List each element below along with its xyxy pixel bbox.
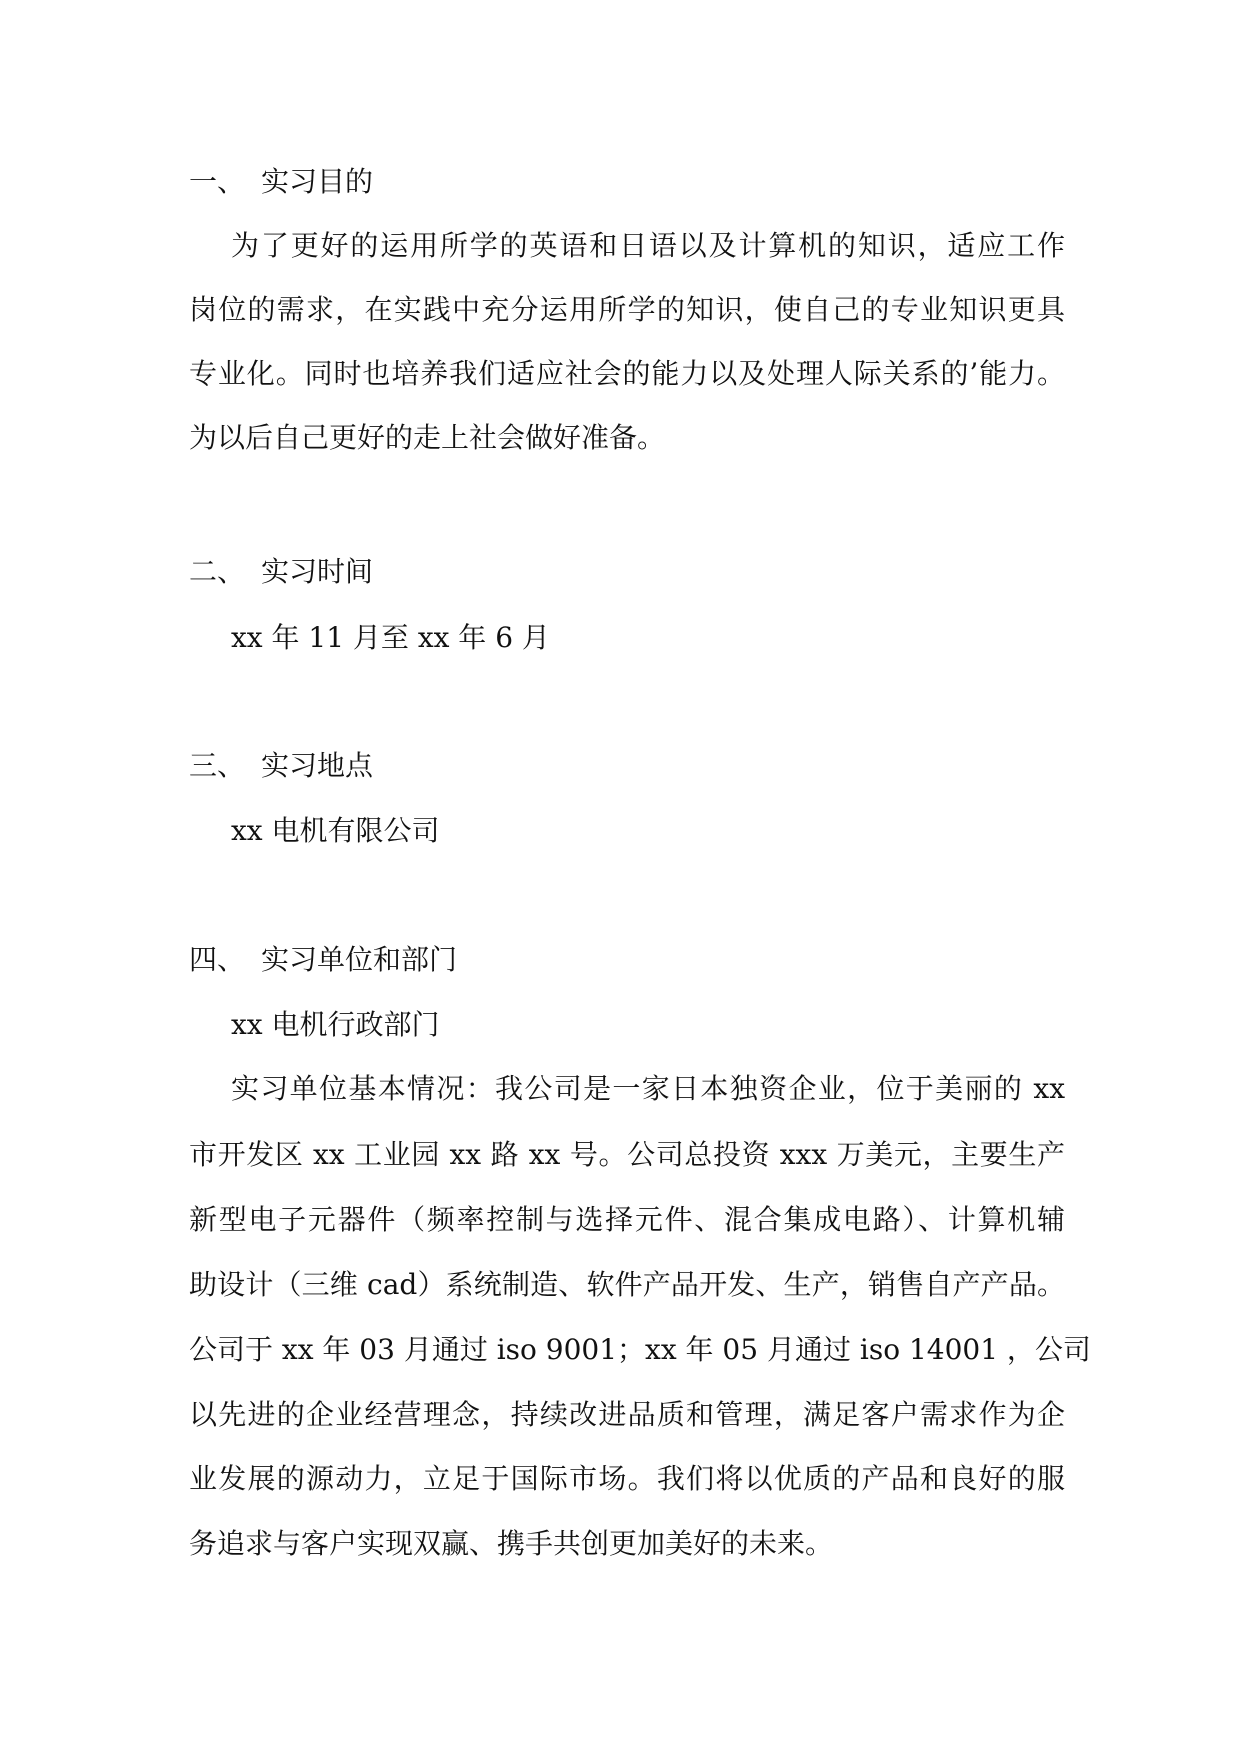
paragraph-line: 岗位的需求，在实践中充分运用所学的知识，使自己的专业知识更具: [189, 293, 1065, 326]
section-content: xx 电机有限公司: [231, 814, 440, 847]
paragraph-line: 为以后自己更好的走上社会做好准备。: [189, 421, 666, 454]
paragraph-line: 实习单位基本情况：我公司是一家日本独资企业，位于美丽的 xx: [231, 1072, 1065, 1105]
paragraph-line: 务追求与客户实现双赢、携手共创更加美好的未来。: [189, 1527, 834, 1560]
paragraph-line: 专业化。同时也培养我们适应社会的能力以及处理人际关系的’能力。: [189, 357, 1065, 390]
section-title: 实习时间: [261, 555, 374, 588]
section-content: xx 电机行政部门: [231, 1008, 440, 1041]
paragraph-line: 业发展的源动力，立足于国际市场。我们将以优质的产品和良好的服: [189, 1462, 1065, 1495]
paragraph-line: 新型电子元器件（频率控制与选择元件、混合集成电路）、计算机辅: [189, 1203, 1065, 1236]
section-title: 实习目的: [261, 165, 374, 198]
section-title: 实习单位和部门: [261, 943, 458, 976]
section-number: 一、: [189, 165, 246, 198]
section-number: 二、: [189, 555, 246, 588]
paragraph-line: 公司于 xx 年 03 月通过 iso 9001；xx 年 05 月通过 iso 14001 ，公司: [189, 1333, 1091, 1366]
section-number: 四、: [189, 943, 246, 976]
paragraph-line: 市开发区 xx 工业园 xx 路 xx 号。公司总投资 xxx 万美元，主要生产: [189, 1138, 1065, 1171]
paragraph-line: 以先进的企业经营理念，持续改进品质和管理，满足客户需求作为企: [189, 1398, 1065, 1431]
paragraph-line: 助设计（三维 cad）系统制造、软件产品开发、生产，销售自产产品。: [189, 1268, 1065, 1301]
section-number: 三、: [189, 749, 246, 782]
section-heading-time: [189, 554, 373, 590]
section-heading-unit: [189, 942, 457, 978]
section-heading-purpose: [189, 164, 373, 200]
section-title: 实习地点: [261, 749, 374, 782]
paragraph-line: 为了更好的运用所学的英语和日语以及计算机的知识，适应工作: [231, 229, 1065, 262]
section-heading-location: [189, 748, 373, 784]
section-content: xx 年 11 月至 xx 年 6 月: [231, 621, 550, 654]
